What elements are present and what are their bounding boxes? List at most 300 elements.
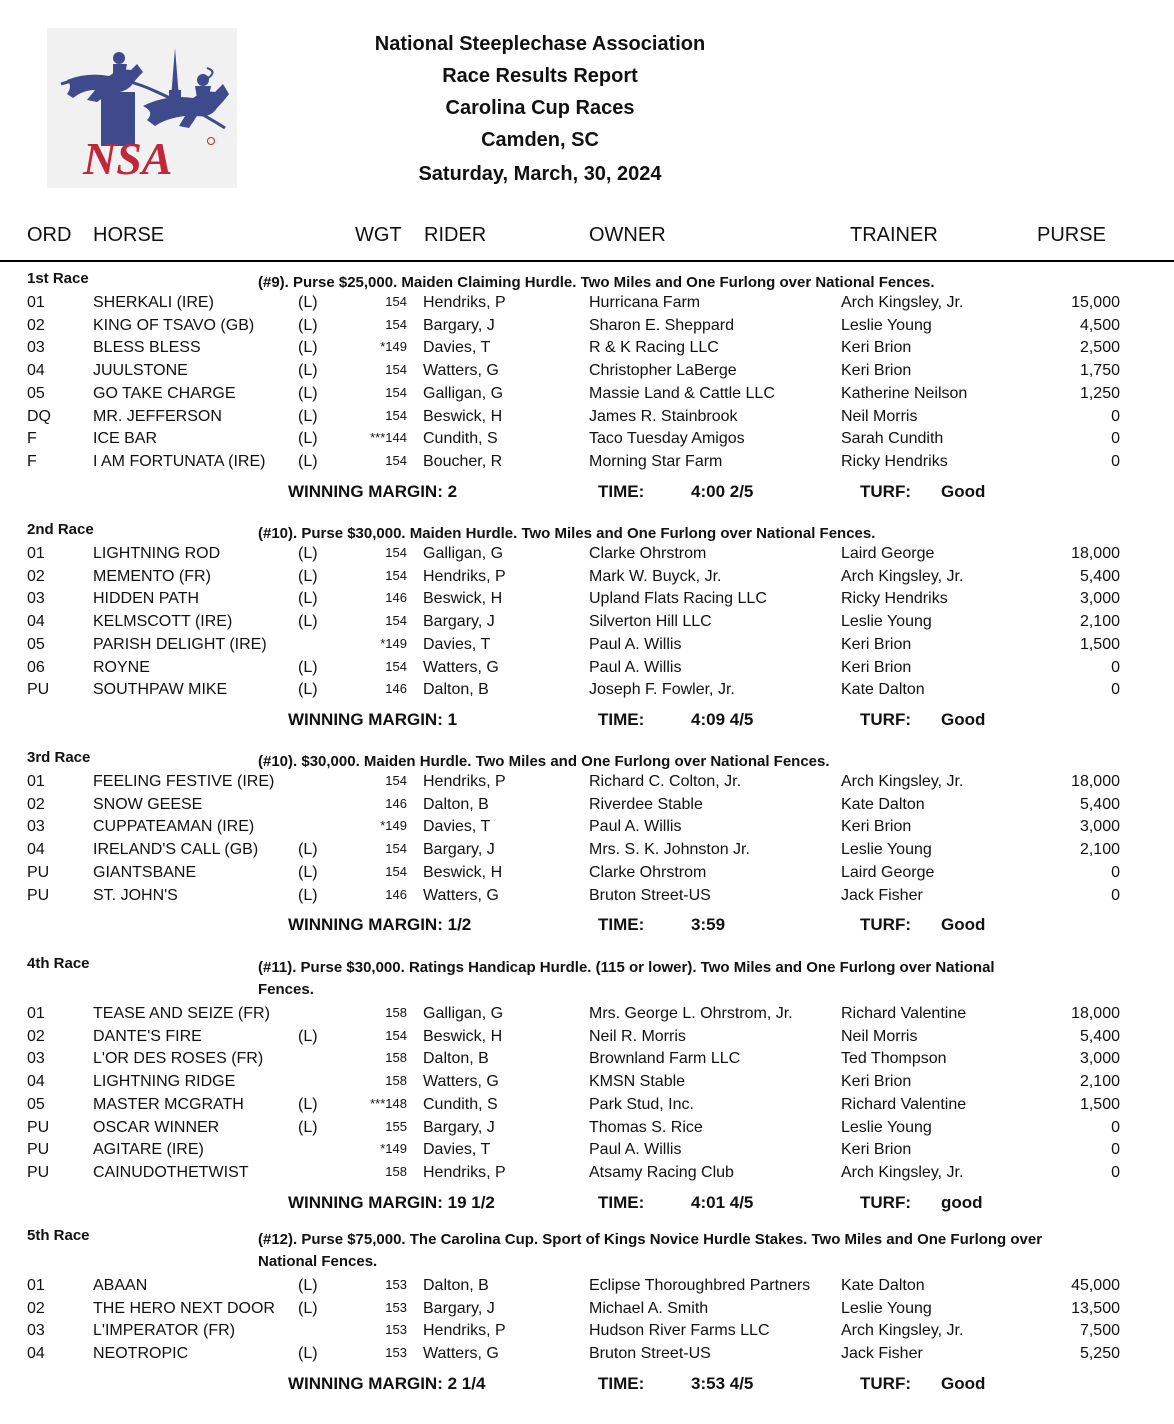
cell-purse: 5,400: [1079, 795, 1120, 813]
title-report: Race Results Report: [442, 65, 638, 87]
cell-ord: 02: [27, 1027, 45, 1045]
cell-ord: 02: [27, 316, 45, 334]
cell-purse: 0: [1111, 658, 1120, 676]
cell-horse: ST. JOHN'S: [93, 886, 178, 904]
cell-ord: DQ: [27, 407, 51, 425]
turf-label: TURF:: [860, 1373, 911, 1393]
cell-purse: 3,000: [1079, 1050, 1120, 1068]
cell-ord: PU: [27, 886, 50, 904]
table-row: [0, 864, 1174, 886]
col-owner: OWNER: [589, 224, 666, 246]
cell-horse: MR. JEFFERSON: [93, 407, 222, 425]
cell-purse: 5,400: [1079, 1027, 1120, 1045]
cell-horse: THE HERO NEXT DOOR: [93, 1299, 275, 1317]
cell-lasix: (L): [298, 545, 318, 562]
race-number: 1st Race: [27, 270, 89, 287]
table-row: [0, 1300, 1174, 1322]
cell-rider: Watters, G: [423, 658, 499, 676]
cell-purse: 5,250: [1079, 1345, 1120, 1363]
cell-wgt: 155: [385, 1118, 407, 1134]
cell-trainer: Arch Kingsley, Jr.: [841, 294, 964, 311]
table-row: [0, 818, 1174, 840]
cell-owner: Bruton Street-US: [589, 886, 711, 904]
cell-purse: 3,000: [1079, 818, 1120, 836]
cell-wgt: *149: [380, 339, 407, 355]
cell-purse: 0: [1111, 452, 1120, 470]
cell-ord: 03: [27, 590, 45, 608]
winning-margin-value: 19 1/2: [447, 1192, 495, 1212]
cell-owner: Paul A. Willis: [589, 818, 682, 836]
cell-purse: 5,400: [1079, 567, 1120, 585]
table-row: [0, 681, 1174, 703]
cell-trainer: Keri Brion: [841, 339, 912, 357]
table-row: [0, 636, 1174, 658]
table-row: [0, 1164, 1174, 1186]
cell-wgt: ***144: [370, 430, 407, 446]
cell-trainer: Kate Dalton: [841, 1277, 925, 1294]
table-row: [0, 887, 1174, 909]
table-row: [0, 1073, 1174, 1095]
cell-rider: Beswick, H: [423, 407, 503, 425]
cell-trainer: Richard Valentine: [841, 1005, 967, 1022]
table-row: [0, 453, 1174, 475]
race-number: 4th Race: [27, 955, 90, 972]
cell-lasix: (L): [298, 863, 318, 881]
cell-horse: ROYNE: [93, 658, 150, 676]
cell-trainer: Keri Brion: [841, 1141, 912, 1159]
cell-purse: 0: [1111, 886, 1120, 904]
table-row: [0, 294, 1174, 316]
table-row: [0, 1322, 1174, 1344]
report-title: [290, 28, 790, 190]
cell-trainer: Arch Kingsley, Jr.: [841, 773, 964, 790]
cell-trainer: Leslie Young: [841, 316, 932, 334]
race-number: 3rd Race: [27, 749, 91, 766]
title-date: Saturday, March, 30, 2024: [418, 163, 662, 185]
table-row: [0, 613, 1174, 635]
cell-lasix: (L): [298, 841, 318, 859]
title-event: Carolina Cup Races: [445, 97, 635, 119]
cell-purse: 18,000: [1071, 1005, 1120, 1022]
cell-trainer: Sarah Cundith: [841, 430, 944, 448]
table-row: [0, 317, 1174, 339]
cell-horse: L'IMPERATOR (FR): [93, 1322, 236, 1340]
cell-rider: Hendriks, P: [423, 1163, 506, 1181]
cell-trainer: Leslie Young: [841, 1118, 932, 1136]
race-summary: [0, 915, 1174, 939]
table-row: [0, 590, 1174, 612]
table-row: [0, 1277, 1174, 1299]
cell-rider: Beswick, H: [423, 590, 503, 608]
winning-margin-value: 2 1/4: [447, 1373, 486, 1393]
cell-horse: PARISH DELIGHT (IRE): [93, 635, 267, 653]
cell-ord: 04: [27, 841, 45, 859]
cell-ord: PU: [27, 1118, 50, 1136]
cell-horse: MEMENTO (FR): [93, 567, 211, 585]
time-label: TIME:: [598, 915, 645, 935]
turf-value: Good: [941, 481, 986, 501]
table-row: [0, 659, 1174, 681]
race-summary: [0, 1193, 1174, 1217]
table-row: [0, 1028, 1174, 1050]
race-summary: [0, 1374, 1174, 1398]
cell-owner: Bruton Street-US: [589, 1345, 711, 1363]
cell-rider: Galligan, G: [423, 545, 504, 562]
cell-trainer: Leslie Young: [841, 613, 932, 631]
table-row: [0, 568, 1174, 590]
cell-ord: PU: [27, 681, 50, 699]
cell-wgt: 158: [385, 1050, 407, 1066]
winning-margin-label: WINNING MARGIN:: [288, 1192, 443, 1212]
winning-margin-label: WINNING MARGIN:: [288, 709, 443, 729]
cell-horse: GIANTSBANE: [93, 863, 197, 881]
race-description: (#11). Purse $30,000. Ratings Handicap Hurdle. (115 or lower). Two Miles and One Furlong over National Fences.: [258, 959, 995, 998]
cell-lasix: (L): [298, 430, 318, 448]
cell-owner: Park Stud, Inc.: [589, 1095, 694, 1113]
cell-rider: Beswick, H: [423, 863, 503, 881]
cell-ord: 04: [27, 362, 45, 380]
cell-owner: Atsamy Racing Club: [589, 1163, 734, 1181]
cell-trainer: Kate Dalton: [841, 795, 925, 813]
cell-lasix: (L): [298, 362, 318, 380]
cell-rider: Watters, G: [423, 362, 499, 380]
time-value: 3:59: [691, 915, 726, 935]
cell-wgt: 154: [385, 773, 407, 788]
cell-wgt: 154: [385, 545, 407, 560]
cell-rider: Dalton, B: [423, 795, 489, 813]
cell-horse: SNOW GEESE: [93, 795, 203, 813]
table-row: [0, 1005, 1174, 1027]
cell-trainer: Laird George: [841, 545, 935, 562]
table-row: [0, 841, 1174, 863]
turf-label: TURF:: [860, 481, 911, 501]
cell-wgt: 153: [385, 1322, 407, 1338]
winning-margin-value: 2: [447, 481, 458, 501]
cell-purse: 2,100: [1079, 1073, 1120, 1091]
cell-wgt: 154: [385, 384, 407, 400]
col-horse: HORSE: [93, 224, 165, 246]
cell-ord: 03: [27, 1050, 45, 1068]
cell-owner: Neil R. Morris: [589, 1027, 686, 1045]
cell-trainer: Keri Brion: [841, 362, 912, 380]
cell-horse: BLESS BLESS: [93, 339, 201, 357]
time-label: TIME:: [598, 481, 645, 501]
cell-wgt: 154: [385, 841, 407, 857]
cell-purse: 13,500: [1071, 1299, 1120, 1317]
cell-horse: KELMSCOTT (IRE): [93, 613, 233, 631]
cell-trainer: Arch Kingsley, Jr.: [841, 1163, 964, 1181]
cell-rider: Bargary, J: [423, 316, 495, 334]
col-rider: RIDER: [424, 224, 487, 246]
cell-owner: Paul A. Willis: [589, 658, 682, 676]
winning-margin: [288, 1374, 485, 1394]
winning-margin-value: 1/2: [447, 915, 472, 935]
table-row: [0, 385, 1174, 407]
cell-horse: HIDDEN PATH: [93, 590, 200, 608]
cell-owner: Sharon E. Sheppard: [589, 316, 734, 334]
cell-lasix: (L): [298, 339, 318, 357]
cell-rider: Bargary, J: [423, 1118, 495, 1136]
cell-owner: Brownland Farm LLC: [589, 1050, 741, 1068]
cell-purse: 1,750: [1079, 362, 1120, 380]
cell-rider: Watters, G: [423, 1345, 499, 1363]
cell-horse: IRELAND'S CALL (GB): [93, 841, 259, 859]
cell-owner: Eclipse Thoroughbred Partners: [589, 1277, 811, 1294]
cell-ord: F: [27, 452, 37, 470]
cell-purse: 3,000: [1079, 590, 1120, 608]
cell-ord: PU: [27, 1141, 50, 1159]
cell-purse: 0: [1111, 863, 1120, 881]
race-number: 5th Race: [27, 1227, 90, 1244]
cell-trainer: Neil Morris: [841, 407, 918, 425]
cell-ord: 05: [27, 1095, 45, 1113]
cell-rider: Bargary, J: [423, 613, 495, 631]
cell-owner: Paul A. Willis: [589, 1141, 682, 1159]
cell-purse: 4,500: [1079, 316, 1120, 334]
cell-ord: 01: [27, 1277, 45, 1294]
cell-lasix: (L): [298, 1277, 318, 1294]
table-row: [0, 430, 1174, 452]
cell-purse: 0: [1111, 1118, 1120, 1136]
time-value: 4:09 4/5: [691, 709, 754, 729]
cell-rider: Galligan, G: [423, 1005, 504, 1022]
cell-purse: 0: [1111, 1141, 1120, 1159]
cell-horse: CUPPATEAMAN (IRE): [93, 818, 255, 836]
steeplechase-logo-icon: [47, 28, 237, 188]
table-row: [0, 1141, 1174, 1163]
cell-ord: 06: [27, 658, 45, 676]
title-association: National Steeplechase Association: [374, 33, 706, 55]
cell-owner: Mrs. S. K. Johnston Jr.: [589, 841, 750, 859]
time-label: TIME:: [598, 1192, 645, 1212]
time-value: 3:53 4/5: [691, 1373, 754, 1393]
cell-horse: GO TAKE CHARGE: [93, 384, 236, 402]
cell-ord: 01: [27, 773, 45, 790]
cell-trainer: Jack Fisher: [841, 1345, 923, 1363]
cell-wgt: 154: [385, 863, 407, 879]
race-summary: [0, 710, 1174, 734]
cell-ord: 02: [27, 1299, 45, 1317]
race-description: (#10). $30,000. Maiden Hurdle. Two Miles and One Furlong over National Fences.: [258, 753, 830, 770]
cell-owner: R & K Racing LLC: [589, 339, 719, 357]
cell-lasix: (L): [298, 452, 318, 470]
turf-value: Good: [941, 1373, 986, 1393]
cell-trainer: Keri Brion: [841, 635, 912, 653]
table-row: [0, 796, 1174, 818]
col-wgt: WGT: [355, 224, 402, 246]
cell-rider: Dalton, B: [423, 681, 489, 699]
turf-value: good: [941, 1192, 983, 1212]
winning-margin-label: WINNING MARGIN:: [288, 915, 443, 935]
cell-ord: 01: [27, 294, 45, 311]
cell-lasix: (L): [298, 407, 318, 425]
race-number: 2nd Race: [27, 521, 94, 538]
cell-lasix: (L): [298, 886, 318, 904]
cell-trainer: Neil Morris: [841, 1027, 918, 1045]
cell-purse: 18,000: [1071, 545, 1120, 562]
race-description: (#12). Purse $75,000. The Carolina Cup. Sport of Kings Novice Hurdle Stakes. Two Miles and One Furlong over National Fences.: [258, 1231, 1043, 1270]
cell-purse: 0: [1111, 1163, 1120, 1181]
cell-horse: LIGHTNING RIDGE: [93, 1073, 236, 1091]
cell-owner: Morning Star Farm: [589, 452, 723, 470]
cell-lasix: (L): [298, 1299, 318, 1317]
cell-horse: AGITARE (IRE): [93, 1141, 204, 1159]
cell-wgt: 154: [385, 452, 407, 468]
cell-trainer: Leslie Young: [841, 1299, 932, 1317]
winning-margin-label: WINNING MARGIN:: [288, 1373, 443, 1393]
cell-rider: Watters, G: [423, 886, 499, 904]
time-value: 4:01 4/5: [691, 1192, 754, 1212]
cell-trainer: Arch Kingsley, Jr.: [841, 567, 964, 585]
cell-ord: 01: [27, 545, 45, 562]
cell-lasix: (L): [298, 1345, 318, 1363]
cell-owner: Joseph F. Fowler, Jr.: [589, 681, 735, 699]
table-row: [0, 545, 1174, 567]
cell-ord: PU: [27, 1163, 50, 1181]
cell-wgt: 146: [385, 590, 407, 606]
cell-wgt: 146: [385, 886, 407, 902]
cell-wgt: *149: [380, 818, 407, 834]
cell-rider: Bargary, J: [423, 1299, 495, 1317]
cell-wgt: 154: [385, 407, 407, 423]
cell-owner: James R. Stainbrook: [589, 407, 738, 425]
turf-label: TURF:: [860, 1192, 911, 1212]
cell-owner: Clarke Ohrstrom: [589, 545, 707, 562]
table-row: [0, 773, 1174, 795]
winning-margin: [288, 482, 457, 502]
cell-rider: Cundith, S: [423, 430, 498, 448]
cell-trainer: Richard Valentine: [841, 1095, 967, 1113]
cell-horse: DANTE'S FIRE: [93, 1027, 202, 1045]
cell-owner: Hurricana Farm: [589, 294, 701, 311]
header-divider: [0, 260, 1174, 262]
cell-trainer: Ricky Hendriks: [841, 590, 948, 608]
cell-ord: 05: [27, 384, 45, 402]
cell-rider: Boucher, R: [423, 452, 503, 470]
cell-trainer: Ted Thompson: [841, 1050, 947, 1068]
cell-owner: Clarke Ohrstrom: [589, 863, 707, 881]
cell-rider: Hendriks, P: [423, 567, 506, 585]
cell-rider: Bargary, J: [423, 841, 495, 859]
turf-label: TURF:: [860, 915, 911, 935]
cell-ord: 04: [27, 613, 45, 631]
cell-horse: SHERKALI (IRE): [93, 294, 214, 311]
cell-purse: 1,500: [1079, 1095, 1120, 1113]
cell-owner: Taco Tuesday Amigos: [589, 430, 745, 448]
table-row: [0, 408, 1174, 430]
cell-purse: 45,000: [1071, 1277, 1120, 1294]
cell-purse: 1,500: [1079, 635, 1120, 653]
cell-wgt: *149: [380, 635, 407, 651]
cell-purse: 0: [1111, 430, 1120, 448]
cell-owner: Upland Flats Racing LLC: [589, 590, 767, 608]
race-description: (#10). Purse $30,000. Maiden Hurdle. Two Miles and One Furlong over National Fences.: [258, 525, 876, 542]
winning-margin: [288, 710, 457, 730]
table-row: [0, 1050, 1174, 1072]
cell-horse: I AM FORTUNATA (IRE): [93, 452, 266, 470]
cell-ord: 02: [27, 567, 45, 585]
cell-wgt: 146: [385, 681, 407, 697]
cell-wgt: 153: [385, 1277, 407, 1292]
cell-wgt: 154: [385, 362, 407, 378]
cell-horse: FEELING FESTIVE (IRE): [93, 773, 275, 790]
time-label: TIME:: [598, 1373, 645, 1393]
cell-purse: 2,500: [1079, 339, 1120, 357]
cell-wgt: 154: [385, 1027, 407, 1043]
cell-owner: Riverdee Stable: [589, 795, 703, 813]
cell-purse: 18,000: [1071, 773, 1120, 790]
cell-owner: Richard C. Colton, Jr.: [589, 773, 742, 790]
cell-wgt: 154: [385, 294, 407, 309]
cell-ord: 03: [27, 339, 45, 357]
cell-trainer: Keri Brion: [841, 658, 912, 676]
race-summary: [0, 482, 1174, 506]
cell-rider: Watters, G: [423, 1073, 499, 1091]
cell-wgt: 154: [385, 658, 407, 674]
cell-wgt: 153: [385, 1299, 407, 1315]
turf-value: Good: [941, 915, 986, 935]
cell-owner: Silverton Hill LLC: [589, 613, 712, 631]
cell-lasix: (L): [298, 294, 318, 311]
cell-horse: KING OF TSAVO (GB): [93, 316, 255, 334]
cell-trainer: Keri Brion: [841, 1073, 912, 1091]
cell-trainer: Kate Dalton: [841, 681, 925, 699]
cell-ord: 03: [27, 1322, 45, 1340]
nsa-logo: [47, 28, 237, 188]
cell-horse: ABAAN: [93, 1277, 148, 1294]
cell-trainer: Laird George: [841, 863, 935, 881]
cell-ord: PU: [27, 863, 50, 881]
cell-wgt: 158: [385, 1073, 407, 1089]
cell-rider: Beswick, H: [423, 1027, 503, 1045]
cell-horse: ICE BAR: [93, 430, 158, 448]
cell-wgt: 146: [385, 795, 407, 811]
column-header-row: [0, 224, 1174, 254]
cell-horse: NEOTROPIC: [93, 1345, 189, 1363]
cell-owner: Thomas S. Rice: [589, 1118, 703, 1136]
turf-value: Good: [941, 709, 986, 729]
cell-horse: TEASE AND SEIZE (FR): [93, 1005, 270, 1022]
cell-rider: Davies, T: [423, 818, 491, 836]
cell-owner: Paul A. Willis: [589, 635, 682, 653]
cell-rider: Hendriks, P: [423, 294, 506, 311]
winning-margin-value: 1: [447, 709, 458, 729]
winning-margin: [288, 1193, 495, 1213]
cell-lasix: (L): [298, 590, 318, 608]
cell-rider: Hendriks, P: [423, 773, 506, 790]
cell-ord: 05: [27, 635, 45, 653]
cell-owner: Hudson River Farms LLC: [589, 1322, 770, 1340]
cell-rider: Davies, T: [423, 1141, 491, 1159]
cell-lasix: (L): [298, 658, 318, 676]
cell-purse: 2,100: [1079, 841, 1120, 859]
cell-owner: Mrs. George L. Ohrstrom, Jr.: [589, 1005, 793, 1022]
cell-lasix: (L): [298, 1118, 318, 1136]
cell-horse: JUULSTONE: [93, 362, 188, 380]
winning-margin: [288, 915, 471, 935]
race-description: (#9). Purse $25,000. Maiden Claiming Hurdle. Two Miles and One Furlong over National Fences.: [258, 274, 935, 291]
cell-lasix: (L): [298, 384, 318, 402]
cell-rider: Galligan, G: [423, 384, 504, 402]
cell-rider: Cundith, S: [423, 1095, 498, 1113]
turf-label: TURF:: [860, 709, 911, 729]
cell-wgt: 154: [385, 567, 407, 583]
winning-margin-label: WINNING MARGIN:: [288, 481, 443, 501]
cell-rider: Hendriks, P: [423, 1322, 506, 1340]
cell-trainer: Arch Kingsley, Jr.: [841, 1322, 964, 1340]
cell-horse: LIGHTNING ROD: [93, 545, 221, 562]
cell-purse: 7,500: [1079, 1322, 1120, 1340]
